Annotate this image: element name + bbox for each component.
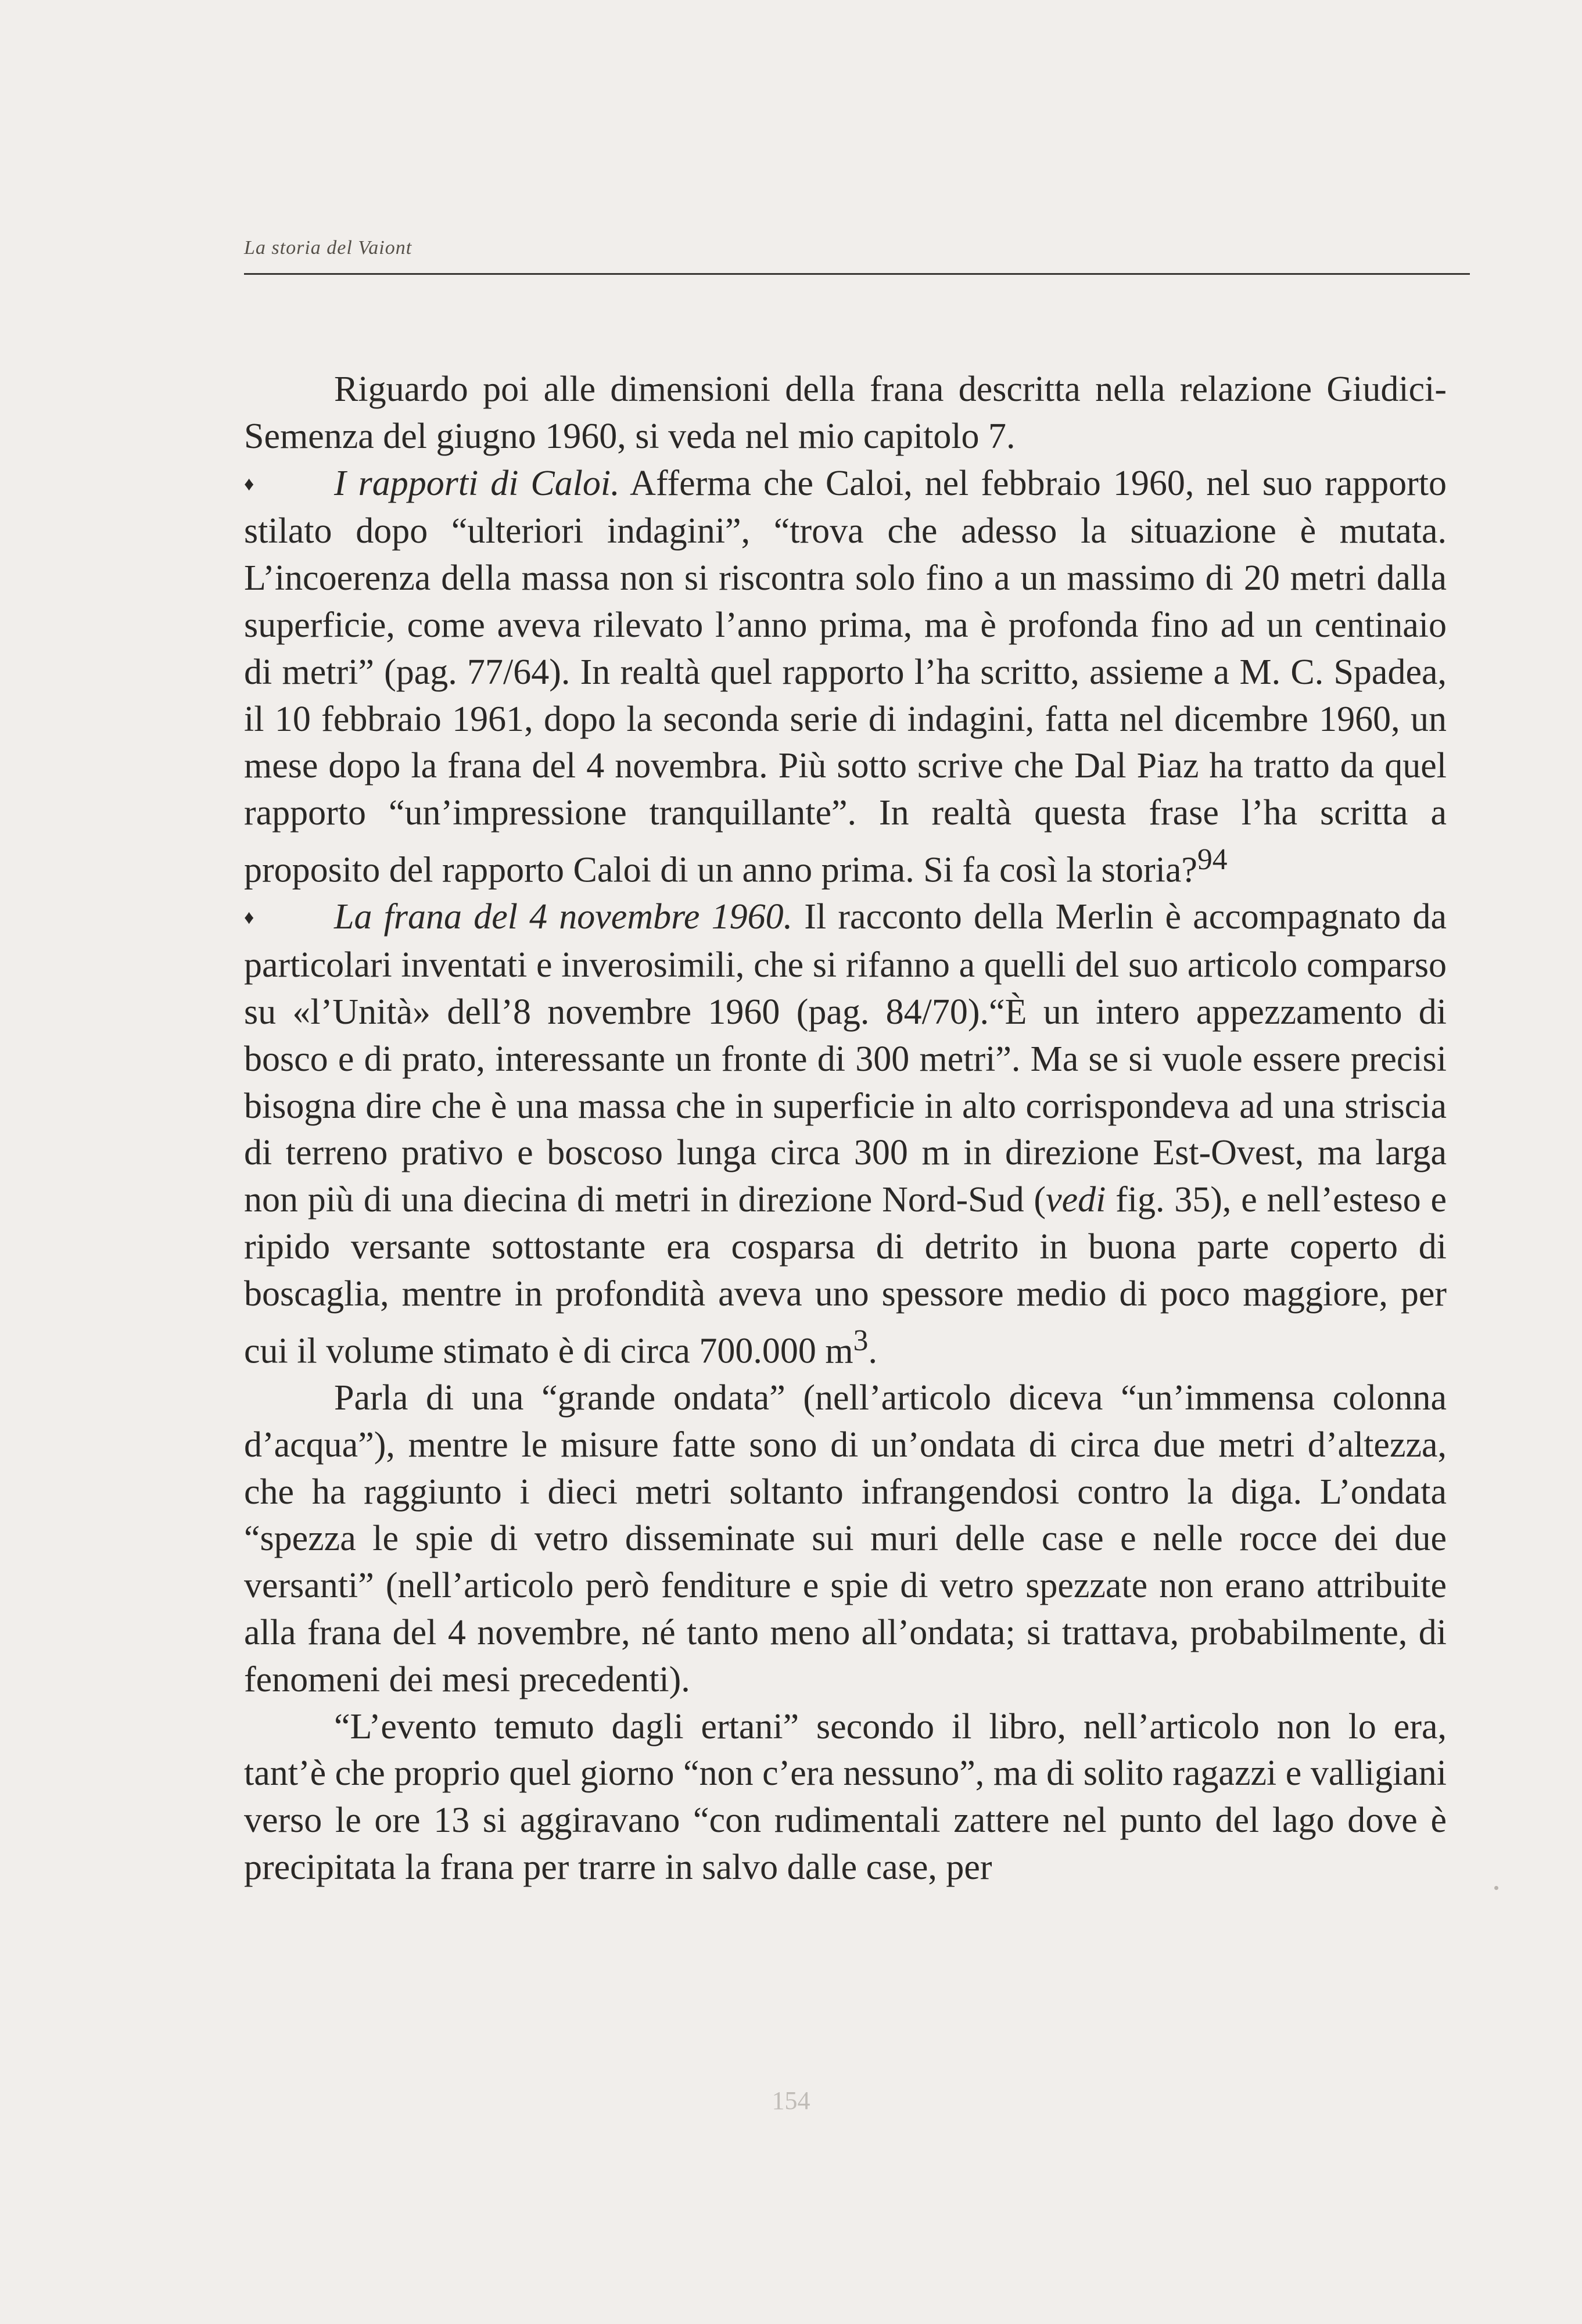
paragraph-text: Il racconto della Merlin è accompagnato da particolari inventati e inverosimili, che si rifanno a quelli del suo articolo comparso su «l’Unità» dell’8 novembre 1960 (pag. 84/70).“È un intero appezzamento di bosco e di prato, interessante un fronte di 300 metri”. Ma se si vuole essere precisi bisogna dire che è una massa che in superficie in alto corrispondeva ad una striscia di terreno prativo e boscoso lunga circa 300 m in direzione Est-Ovest, ma larga non più di una diecina di metri in direzione Nord-Sud ( (244, 897, 1447, 1220)
section-lead-frana-4-novembre: La frana del 4 novembre 1960. (334, 897, 793, 937)
footnote-ref: 94 (1197, 842, 1228, 876)
body-text (244, 366, 1447, 1891)
header-rule (244, 273, 1470, 275)
superscript-3: 3 (853, 1324, 869, 1357)
paragraph-dimensioni-frana: Riguardo poi alle dimensioni della frana descritta nella relazione Giudici-Semenza del giugno 1960, si veda nel mio capitolo 7. (244, 370, 1447, 456)
paragraph-evento-temuto: “L’evento temuto dagli ertani” secondo il libro, nell’articolo non lo era, tant’è che proprio quel giorno “non c’era nessuno”, ma di solito ragazzi e valligiani verso le ore 13 si aggiravano “con rudimentali zattere nel punto del lago dove è precipitata la frana per trarre in salvo dalle case, per (244, 1706, 1447, 1888)
section-lead-rapporti-caloi: I rapporti di Caloi. (334, 463, 620, 503)
paragraph-text: Afferma che Caloi, nel febbraio 1960, nel suo rapporto stilato dopo “ulteriori indagini”, “trova che adesso la situazione è mutata. L’incoerenza della massa non si riscontra solo fino a un massimo di 20 metri dalla superficie, come aveva rilevato l’anno prima, ma è profonda fino ad un centinaio di metri” (pag. 77/64). In realtà quel rapporto l’ha scritto, assieme a M. C. Spadea, il 10 febbraio 1961, dopo la seconda serie di indagini, fatta nel dicembre 1960, un mese dopo la frana del 4 novembra. Più sotto scrive che Dal Piaz ha tratto da quel rapporto “un’impressione tranquillante”. In realtà questa frase l’ha scritta a proposito del rapporto Caloi di un anno prima. Si fa così la storia? (244, 463, 1447, 890)
diamond-bullet-icon: ♦ (244, 907, 254, 929)
paragraph-frana-4-novembre (244, 894, 1447, 1375)
diamond-bullet-icon: ♦ (244, 473, 254, 495)
paragraph-rapporti-caloi (244, 460, 1447, 894)
running-header: La storia del Vaiont (244, 237, 412, 259)
paragraph-grande-ondata: Parla di una “grande ondata” (nell’articolo diceva “un’immensa colonna d’acqua”), mentre le misure fatte sono di un’ondata di circa due metri d’altezza, che ha raggiunto i dieci metri soltanto infrangendosi contro la diga. L’ondata “spezza le spie di vetro disseminate sui muri delle case e nelle rocce dei due versanti” (nell’articolo però fenditure e spie di vetro spezzate non erano attribuite alla frana del 4 novembre, né tanto meno all’ondata; si trattava, probabilmente, di fenomeni dei mesi precedenti). (244, 1378, 1447, 1699)
page-number: 154 (772, 2086, 810, 2115)
vedi-italic: vedi (1046, 1180, 1106, 1220)
paper-speck (1494, 1886, 1498, 1890)
paragraph-text: fig. 35), e nell’esteso e ripido versante sottostante era cosparsa di detrito in buona parte coperto di boscaglia, mentre in profondità aveva uno spessore medio di poco maggiore, per cui il volume stimato è di circa 700.000 m (244, 1180, 1447, 1371)
paragraph-text: . (868, 1331, 877, 1371)
